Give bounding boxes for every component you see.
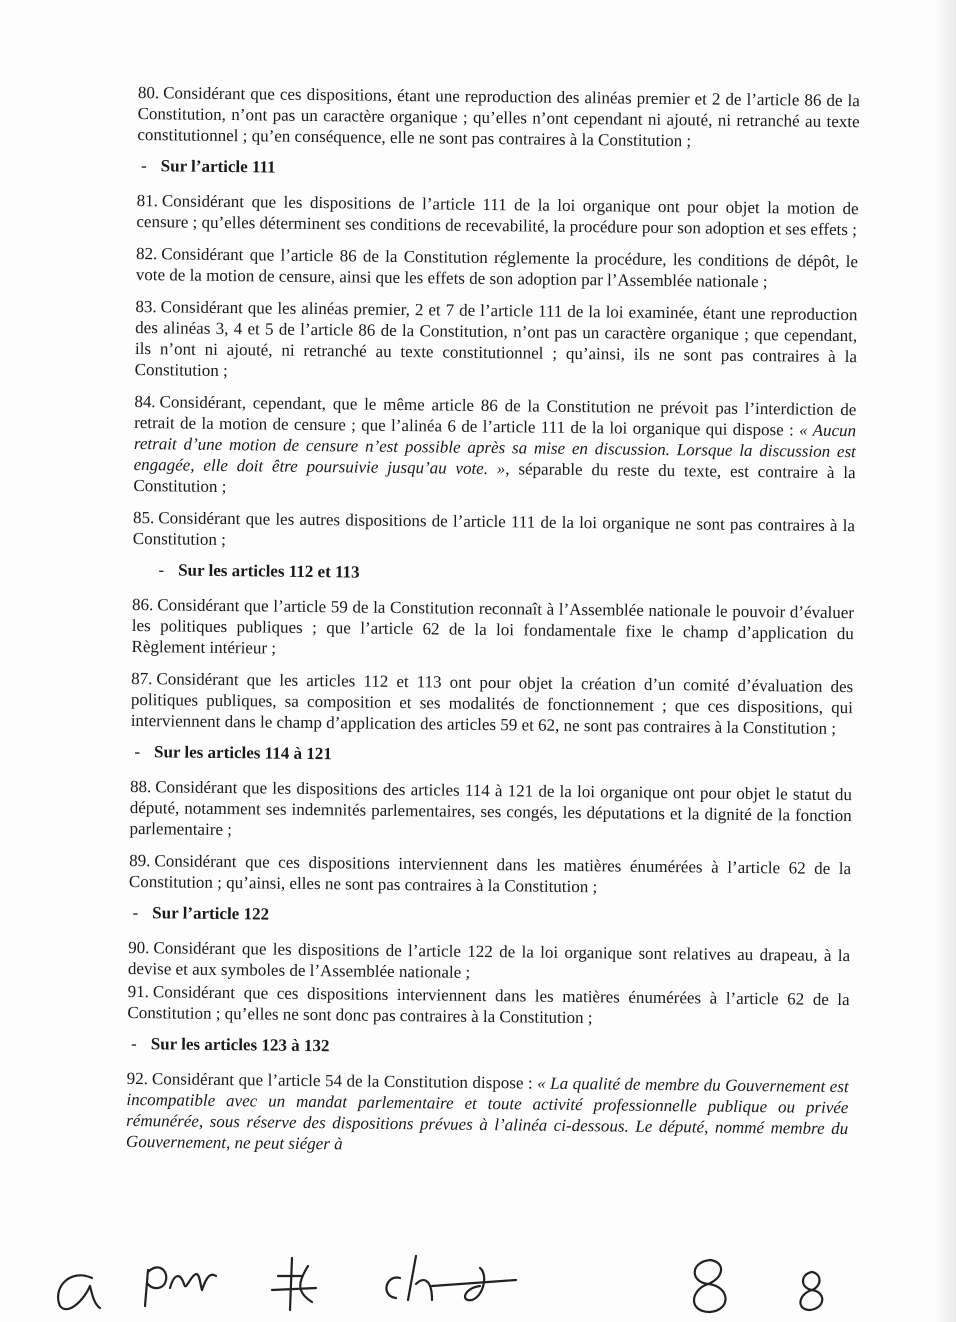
initial-5	[694, 1260, 726, 1312]
paragraph-text: Considérant que les dispositions des articles 114 à 121 de la loi organique ont pour objet le statut du député, notamment ses indemnités parlementaires, ses congés, les députations et la dignité de la fonction parlementaire ;	[129, 777, 853, 840]
heading-text: Sur l’article 122	[152, 903, 270, 924]
paragraph-88	[129, 776, 852, 847]
heading-text: Sur l’article 111	[160, 156, 276, 177]
paragraph-number: 89.	[129, 850, 151, 871]
paragraph-number: 87.	[131, 668, 153, 689]
paragraph-text: Considérant que ces dispositions interviennent dans les matières énumérées à l’article 62 de la Constitution ; qu’ainsi, elles ne sont pas contraires à la Constitution ;	[128, 851, 852, 897]
paragraph-text: Considérant que les articles 112 et 113 ont pour objet la création d’un comité d’évaluation des politiques publiques, sa composition et ses modalités de fonctionnement ; que ces dispositions, qui interviennent dans le champ d’application des articles 59 et 62, ne sont pas contraires à la Constitution ;	[130, 669, 854, 738]
heading-dash: -	[140, 156, 147, 176]
paragraph-83	[135, 296, 858, 388]
section-heading-articles-114-121	[134, 742, 852, 770]
paragraph-89	[129, 850, 851, 900]
paragraph-number: 82.	[135, 243, 158, 264]
document-body	[126, 82, 860, 1171]
quoted-provision: « La qualité de membre du Gouvernement est incompatible avec un mandat parlementaire et toute activité professionnelle publique ou privée rémunérée, sous réserve des dispositions prévues à l’alinéa ci-dessous. Le député, nommé membre du Gouvernement, ne peut siéger à	[125, 1073, 849, 1154]
paragraph-80	[137, 82, 860, 153]
paragraph-number: 85.	[132, 507, 155, 528]
paragraph-text: Considérant que ces dispositions, étant une reproduction des alinéas premier et 2 de l’article 86 de la Constitution, n’ont pas un caractère organique ; qu’elles n’ont cependant ni ajouté, ni retranché au texte constitutionnel ; qu’en conséquence, elle ne sont pas contraires à la Constitution ;	[137, 83, 860, 151]
paragraph-number: 83.	[135, 296, 157, 317]
paragraph-82	[136, 243, 858, 293]
paragraph-text: Considérant, cependant, que le même article 86 de la Constitution ne prévoit pas l’interdiction de retrait de la motion de censure ; que l’alinéa 6 de l’article 111 de la loi organique qui dispose :	[134, 392, 857, 440]
signature-strokes	[40, 1248, 860, 1318]
paragraph-number: 90.	[128, 937, 150, 958]
heading-text: Sur les articles 114 à 121	[153, 742, 332, 764]
paragraph-87	[131, 668, 854, 739]
heading-text: Sur les articles 123 à 132	[150, 1034, 330, 1056]
paragraph-text: Considérant que les alinéas premier, 2 et 7 de l’article 111 de la loi examinée, étant une reproduction des alinéas 3, 4 et 5 de l’article 86 de la Constitution, n’ont pas un caractère organique ; que cependant, ils n’ont ni ajouté, ni retranché au texte constitutionnel ; qu’ainsi, ils ne sont pas contraires à la Constitution ;	[134, 297, 858, 381]
paragraph-text: Considérant que ces dispositions interviennent dans les matières énumérées à l’article 62 de la Constitution ; qu’elles ne sont donc pas contraires à la Constitution ;	[127, 982, 850, 1028]
heading-dash: -	[134, 742, 141, 762]
initial-4	[386, 1256, 516, 1300]
page-edge-shadow	[934, 0, 956, 1322]
paragraph-92	[126, 1068, 849, 1160]
paragraph-number: 84.	[134, 391, 156, 412]
paragraph-number: 92.	[126, 1068, 149, 1089]
paragraph-81	[136, 190, 858, 240]
paragraph-84	[133, 391, 856, 504]
quoted-provision: « Aucun retrait d’une motion de censure n’est possible après sa mise en discussion. Lorsque la discussion est engagée, elle doit être poursuivie jusqu’au vote. »	[133, 420, 857, 479]
paragraph-text: Considérant que les dispositions de l’article 122 de la loi organique sont relatives au drapeau, à la devise et aux symboles de l’Assemblée nationale ;	[127, 938, 851, 982]
paragraph-86	[131, 594, 854, 665]
paragraph-number: 86.	[131, 594, 154, 615]
handwritten-initials	[40, 1248, 860, 1318]
initial-2	[145, 1267, 216, 1306]
section-heading-articles-123-132	[131, 1034, 849, 1062]
paragraph-text: Considérant que l’article 59 de la Constitution reconnaît à l’Assemblée nationale le pouvoir d’évaluer les politiques publiques ; que l’article 62 de la loi fondamentale fixe le champ d’application du Règlement intérieur ;	[131, 595, 855, 658]
initial-1	[58, 1275, 100, 1309]
heading-dash: -	[130, 1033, 137, 1054]
initial-3	[272, 1258, 316, 1310]
paragraph-number: 91.	[127, 981, 150, 1002]
paragraph-text: Considérant que les autres dispositions de l’article 111 de la loi organique ne sont pas contraires à la Constitution ;	[132, 508, 856, 550]
initial-6	[800, 1272, 822, 1310]
paragraph-text: Considérant que l’article 54 de la Constitution dispose :	[151, 1069, 538, 1093]
heading-dash: -	[158, 560, 165, 580]
section-heading-article-122	[132, 903, 850, 931]
heading-dash: -	[132, 902, 139, 923]
paragraph-text: Considérant que l’article 86 de la Constitution réglemente la procédure, les conditions de dépôt, le vote de la motion de censure, ainsi que les effets de son adoption par l’Assemblée nationale ;	[135, 244, 859, 292]
paragraph-number: 88.	[129, 776, 152, 797]
paragraph-85	[133, 507, 855, 557]
section-heading-articles-112-113	[158, 560, 854, 588]
heading-text: Sur les articles 112 et 113	[178, 560, 360, 582]
paragraph-number: 80.	[137, 82, 160, 103]
section-heading-article-111	[141, 156, 859, 184]
paragraph-number: 81.	[136, 190, 159, 211]
paragraph-text-end: , séparable du reste du texte, est contraire à la Constitution ;	[133, 459, 856, 497]
paragraph-91	[127, 981, 849, 1031]
paragraph-90	[128, 937, 850, 987]
paragraph-text: Considérant que les dispositions de l’article 111 de la loi organique ont pour objet la motion de censure ; qu’elles déterminent ses conditions de recevabilité, la procédure pour son adoption et ses effets ;	[136, 191, 859, 240]
